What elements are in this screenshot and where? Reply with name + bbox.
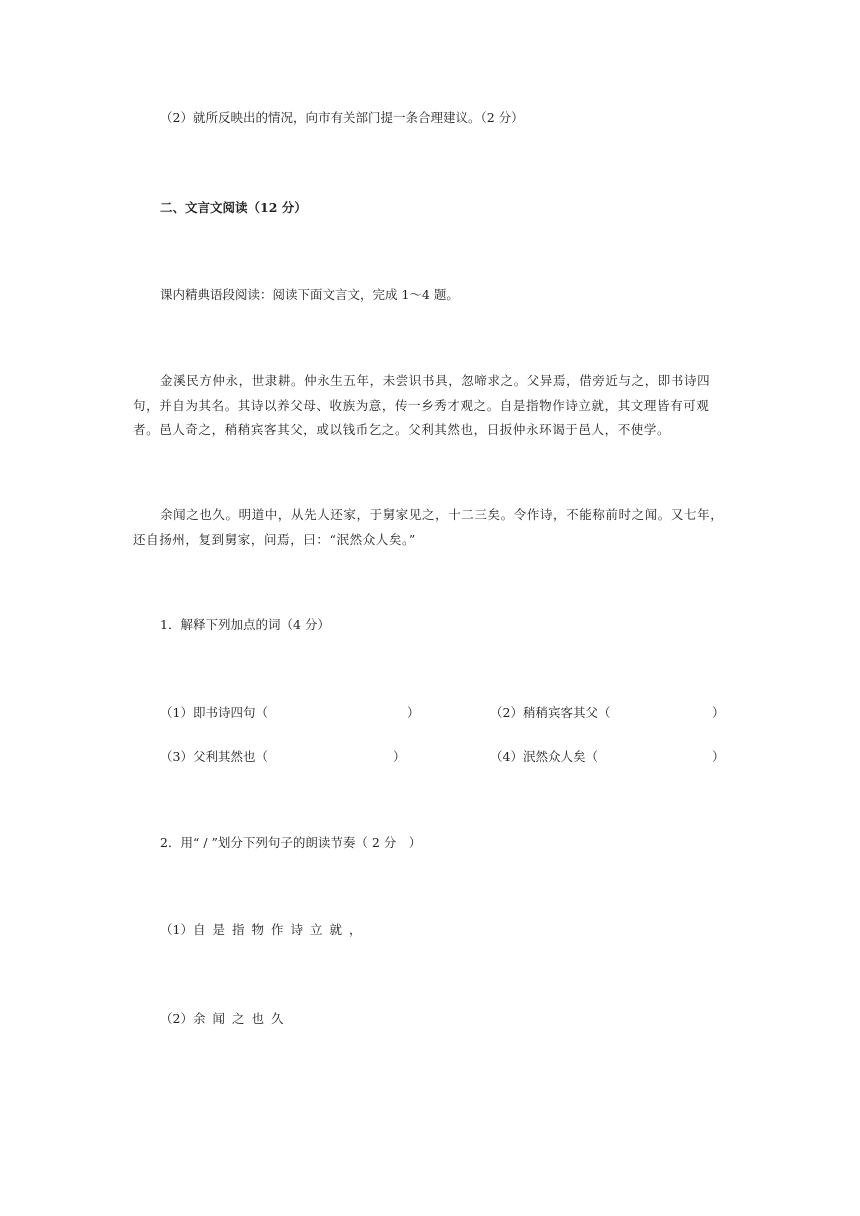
question-1-item-3: （3）父利其然也（ — [160, 749, 268, 764]
question-2-item-2-number: （2） — [160, 1011, 193, 1026]
question-1-item-4: （4）泯然众人矣（ — [490, 749, 598, 764]
question-1-item-2-close: ） — [712, 705, 725, 720]
section-title: 二、文言文阅读（12 分） — [160, 200, 307, 215]
question-2-item-1-sentence: 自是指物作诗立就， — [192, 922, 369, 937]
question-suggestion: （2）就所反映出的情况，向市有关部门提一条合理建议。（2 分） — [160, 110, 524, 125]
question-2-item-2 — [160, 1011, 290, 1027]
question-1-item-2: （2）稍稍宾客其父（ — [490, 705, 611, 720]
question-2-item-1-number: （1） — [160, 922, 193, 937]
question-1-item-3-close: ） — [393, 749, 406, 764]
question-2-item-1 — [160, 922, 368, 938]
question-2-item-2-sentence: 余闻之也久 — [192, 1011, 291, 1026]
question-2-title: 2．用“ / ”划分下列句子的朗读节奏（ 2 分 ） — [160, 835, 422, 850]
question-1-title: 1．解释下列加点的词（4 分） — [160, 617, 330, 632]
passage-paragraph-1: 金溪民方仲永，世隶耕。仲永生五年，未尝识书具，忽啼求之。父异焉，借旁近与之，即书诗四句，并自为其名。其诗以养父母、收族为意，传一乡秀才观之。自是指物作诗立就，其文理皆有可观者。邑人奇之，稍稍宾客其父，或以钱币乞之。父利其然也，日扳仲永环谒于邑人，不使学。 — [133, 373, 711, 437]
passage-paragraph-2: 余闻之也久。明道中，从先人还家，于舅家见之，十二三矣。令作诗，不能称前时之闻。又七年，还自扬州，复到舅家，问焉，曰：“泯然众人矣。” — [133, 507, 724, 547]
question-1-item-4-close: ） — [712, 749, 725, 764]
question-1-item-1: （1）即书诗四句（ — [160, 705, 268, 720]
question-1-item-1-close: ） — [407, 705, 420, 720]
reading-intro: 课内精典语段阅读：阅读下面文言文，完成 1～4 题。 — [160, 287, 459, 302]
